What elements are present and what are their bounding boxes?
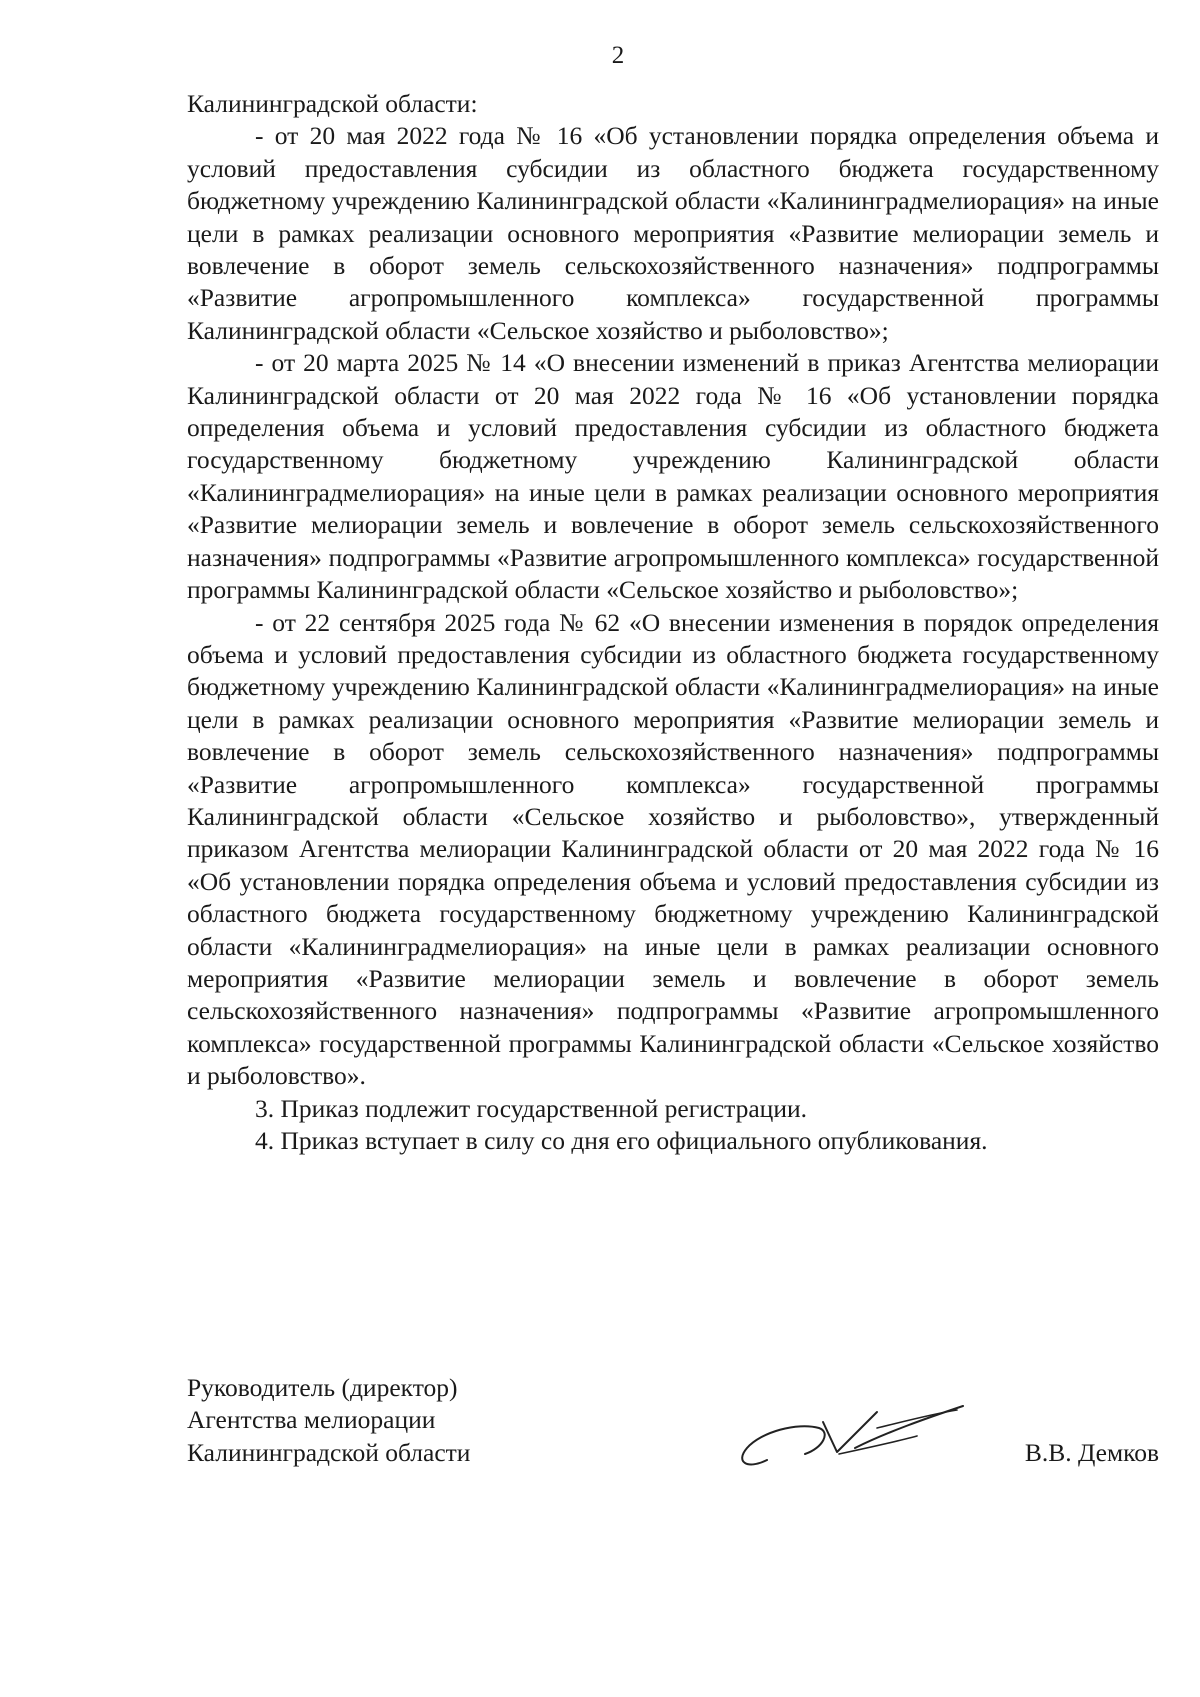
handwritten-signature bbox=[727, 1392, 997, 1482]
paragraph-intro: Калининградской области: bbox=[187, 89, 478, 118]
paragraph-order-september-2025: - от 22 сентября 2025 года № 62 «О внесении изменения в порядок определения объема и условий предоставления субсидии из областного бюджета государственному бюджетному учреждению Калининградской области «Калининградмелиорация» на иные цели в рамках реализации основного мероприятия «Развитие мелиорации земель и вовлечение в оборот земель сельскохозяйственного назначения» подпрограммы «Развитие агропромышленного комплекса» государственной программы Калининградской области «Сельское хозяйство и рыболовство», утвержденный приказом Агентства мелиорации Калининградской области от 20 мая 2022 года № 16 «Об установлении порядка определения объема и условий предоставления субсидии из областного бюджета государственному бюджетному учреждению Калининградской области «Калининградмелиорация» на иные цели в рамках реализации основного мероприятия «Развитие мелиорации земель и вовлечение в оборот земель сельскохозяйственного назначения» подпрограммы «Развитие агропромышленного комплекса» государственной программы Калининградской области «Сельское хозяйство и рыболовство». bbox=[187, 607, 1159, 1091]
paragraph-item-4: 4. Приказ вступает в силу со дня его официального опубликования. bbox=[255, 1126, 988, 1155]
paragraph-item-3: 3. Приказ подлежит государственной регистрации. bbox=[255, 1093, 807, 1123]
signatory-title-line: Агентства мелиорации bbox=[187, 1405, 436, 1435]
signatory-title-line: Калининградской области bbox=[187, 1437, 471, 1467]
signature-block bbox=[187, 1372, 1159, 1492]
document-body bbox=[187, 88, 1159, 1157]
paragraph-order-march-2025: - от 20 марта 2025 № 14 «О внесении изменений в приказ Агентства мелиорации Калининградской области от 20 мая 2022 года № 16 «Об установлении порядка определения объема и условий предоставления субсидии из областного бюджета государственному бюджетному учреждению Калининградской области «Калининградмелиорация» на иные цели в рамках реализации основного мероприятия «Развитие мелиорации земель и вовлечение в оборот земель сельскохозяйственного назначения» подпрограммы «Развитие агропромышленного комплекса» государственной программы Калининградской области «Сельское хозяйство и рыболовство»; bbox=[187, 348, 1159, 605]
paragraph-order-2022: - от 20 мая 2022 года № 16 «Об установлении порядка определения объема и условий предоставления субсидии из областного бюджета государственному бюджетному учреждению Калининградской области «Калининградмелиорация» на иные цели в рамках реализации основного мероприятия «Развитие мелиорации земель и вовлечение в оборот земель сельскохозяйственного назначения» подпрограммы «Развитие агропромышленного комплекса» государственной программы Калининградской области «Сельское хозяйство и рыболовство»; bbox=[187, 121, 1159, 345]
signatory-title bbox=[187, 1372, 470, 1469]
signatory-name: В.В. Демков bbox=[1024, 1437, 1159, 1467]
signatory-title-line: Руководитель (директор) bbox=[187, 1373, 458, 1402]
page-number: 2 bbox=[611, 42, 625, 69]
